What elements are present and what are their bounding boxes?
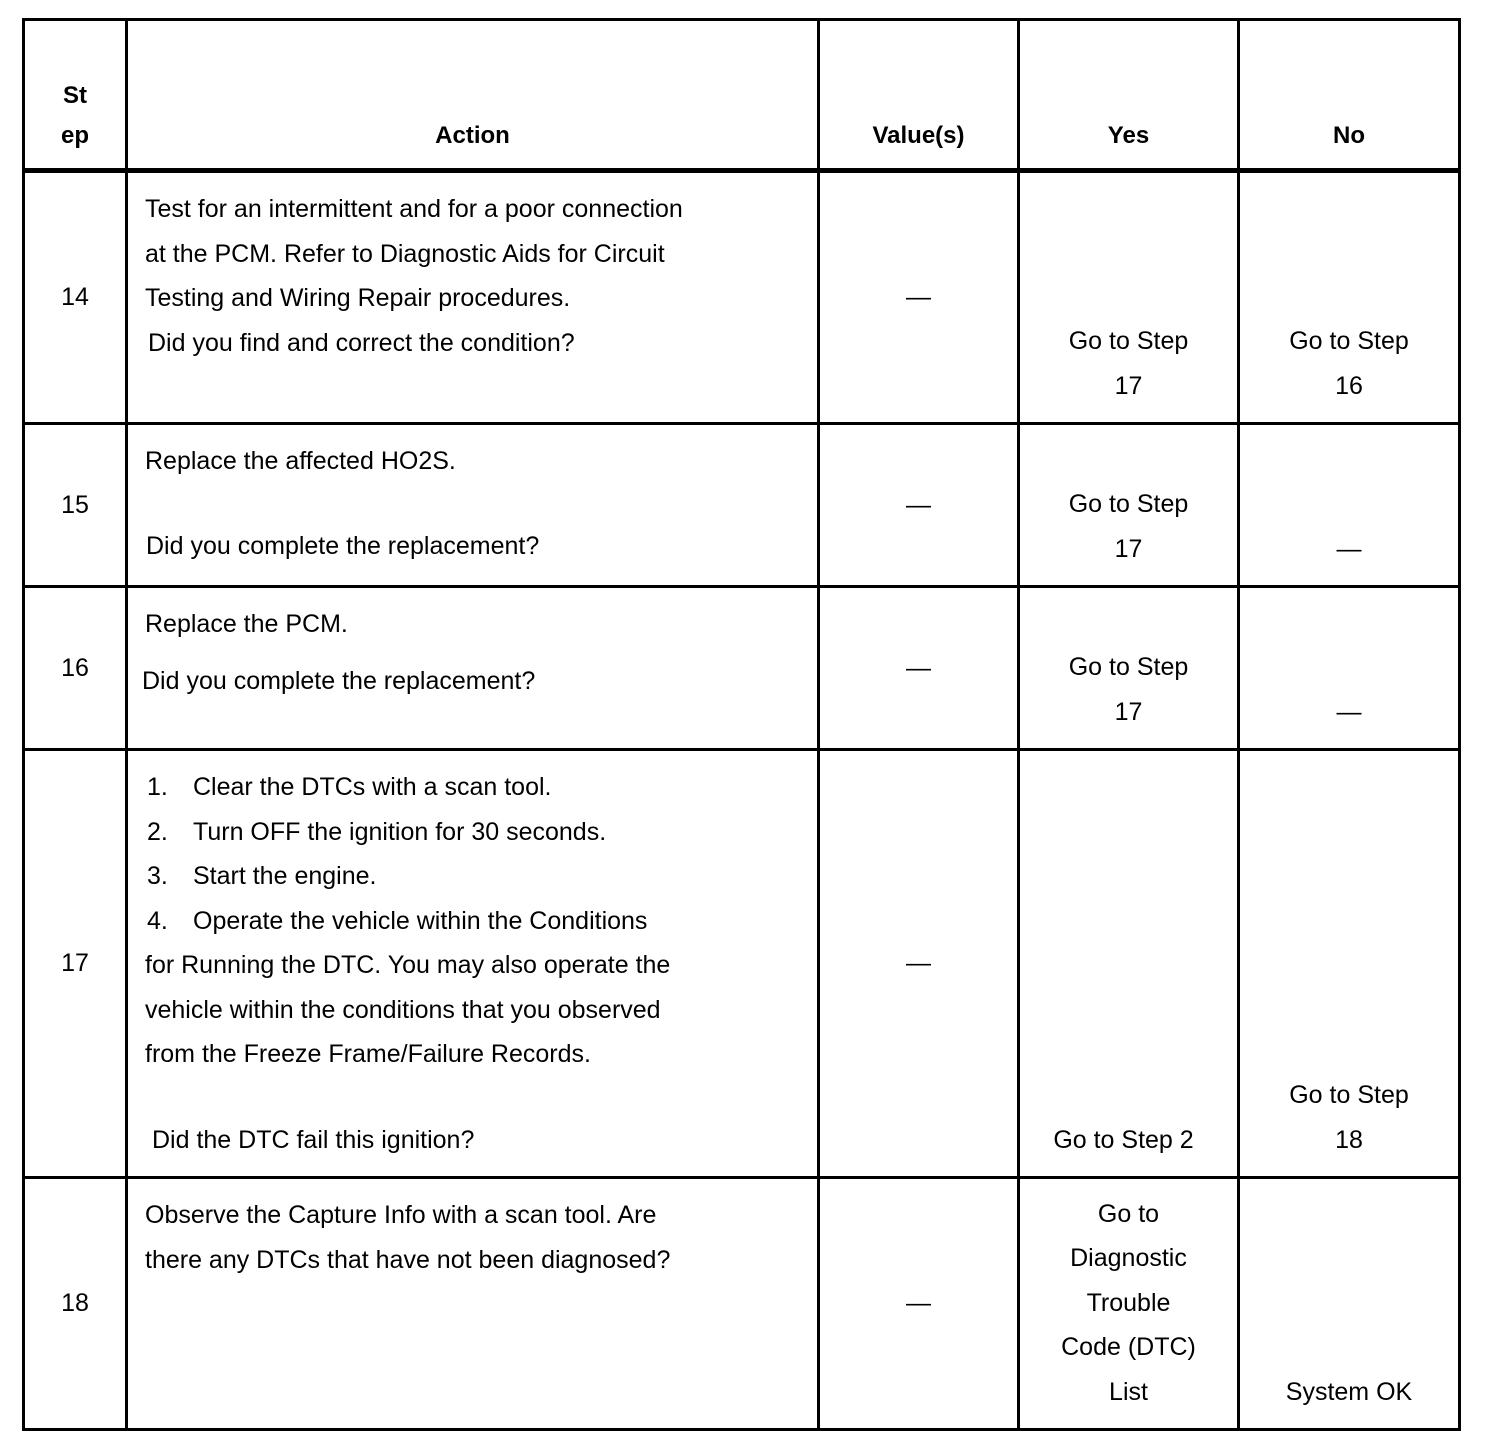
table-row [24, 1178, 1460, 1430]
table-row [24, 750, 1460, 1178]
no-cell [1239, 171, 1460, 424]
value-cell: — [819, 750, 1019, 1178]
list-item [145, 765, 809, 810]
yes-cell [1019, 171, 1239, 424]
no-cell [1239, 1178, 1460, 1430]
yes-line: Go to Step [1068, 490, 1189, 518]
step-number: 15 [24, 424, 127, 587]
step-number: 17 [24, 750, 127, 1178]
step-number: 14 [24, 171, 127, 424]
action-question: Did you find and correct the condition? [148, 328, 575, 357]
header-values: Value(s) [819, 20, 1019, 171]
action-question: Did you complete the replacement? [142, 666, 536, 695]
header-no: No [1239, 20, 1460, 171]
value-cell: — [819, 1178, 1019, 1430]
action-cell [127, 424, 819, 587]
list-number: 4. [147, 906, 168, 935]
no-line: Go to Step [1289, 1081, 1409, 1109]
table-row [24, 424, 1460, 587]
list-text: Start the engine. [193, 862, 377, 890]
yes-line: 17 [1114, 534, 1143, 563]
action-line: from the Freeze Frame/Failure Records. [145, 1040, 591, 1068]
header-action: Action [127, 20, 819, 171]
no-line: 16 [1335, 371, 1363, 400]
yes-cell [1019, 424, 1239, 587]
action-cell [127, 171, 819, 424]
action-line: Observe the Capture Info with a scan tool. Are [145, 1201, 657, 1229]
no-cell [1239, 750, 1460, 1178]
yes-line: 17 [1114, 697, 1143, 726]
action-cell [127, 1178, 819, 1430]
action-cell [127, 750, 819, 1178]
no-line: 18 [1335, 1125, 1363, 1154]
action-question: Did you complete the replacement? [146, 531, 540, 560]
table-row [24, 587, 1460, 750]
numbered-list [145, 765, 809, 943]
action-question: Did the DTC fail this ignition? [152, 1125, 475, 1154]
yes-line: Diagnostic [1070, 1244, 1187, 1272]
value-cell: — [819, 424, 1019, 587]
list-text: Turn OFF the ignition for 30 seconds. [193, 817, 607, 846]
yes-line: Code (DTC) [1061, 1333, 1196, 1361]
header-step [24, 20, 127, 171]
no-line: Go to Step [1289, 327, 1409, 355]
list-item [145, 899, 809, 944]
action-line: Test for an intermittent and for a poor connection [145, 195, 683, 223]
action-line: there any DTCs that have not been diagnosed? [145, 1245, 671, 1274]
yes-cell [1019, 750, 1239, 1178]
header-step-line2: ep [60, 122, 89, 149]
no-cell [1239, 587, 1460, 750]
header-row [24, 20, 1460, 171]
action-line: Replace the PCM. [145, 610, 348, 638]
list-text: Operate the vehicle within the Conditions [193, 906, 648, 935]
list-item [145, 854, 809, 899]
table-row [24, 171, 1460, 424]
no-line: — [1336, 697, 1362, 726]
action-line: vehicle within the conditions that you observed [145, 995, 661, 1024]
header-step-line1: St [63, 82, 87, 109]
yes-line: 17 [1114, 371, 1143, 400]
yes-line: Go to [1097, 1199, 1160, 1228]
value-cell: — [819, 171, 1019, 424]
action-line: for Running the DTC. You may also operate the [145, 951, 671, 979]
yes-line: Trouble [1086, 1288, 1171, 1317]
yes-cell [1019, 587, 1239, 750]
yes-line: Go to Step [1068, 327, 1189, 355]
step-number: 18 [24, 1178, 127, 1430]
diagnostic-table [22, 18, 1461, 1431]
action-line: Testing and Wiring Repair procedures. [145, 284, 571, 312]
yes-line: Go to Step [1068, 653, 1189, 681]
no-cell [1239, 424, 1460, 587]
list-number: 1. [147, 773, 168, 801]
step-number: 16 [24, 587, 127, 750]
no-line: System OK [1285, 1377, 1413, 1406]
action-line: at the PCM. Refer to Diagnostic Aids for Circuit [145, 239, 665, 268]
action-line: Replace the affected HO2S. [145, 447, 456, 475]
list-number: 2. [147, 817, 168, 846]
list-number: 3. [147, 862, 168, 890]
yes-cell [1019, 1178, 1239, 1430]
yes-line: Go to Step 2 [1053, 1125, 1194, 1154]
list-item [145, 810, 809, 855]
list-text: Clear the DTCs with a scan tool. [193, 773, 552, 801]
no-line: — [1336, 534, 1362, 563]
header-yes: Yes [1019, 20, 1239, 171]
value-cell: — [819, 587, 1019, 750]
yes-line: List [1109, 1377, 1148, 1406]
action-cell [127, 587, 819, 750]
